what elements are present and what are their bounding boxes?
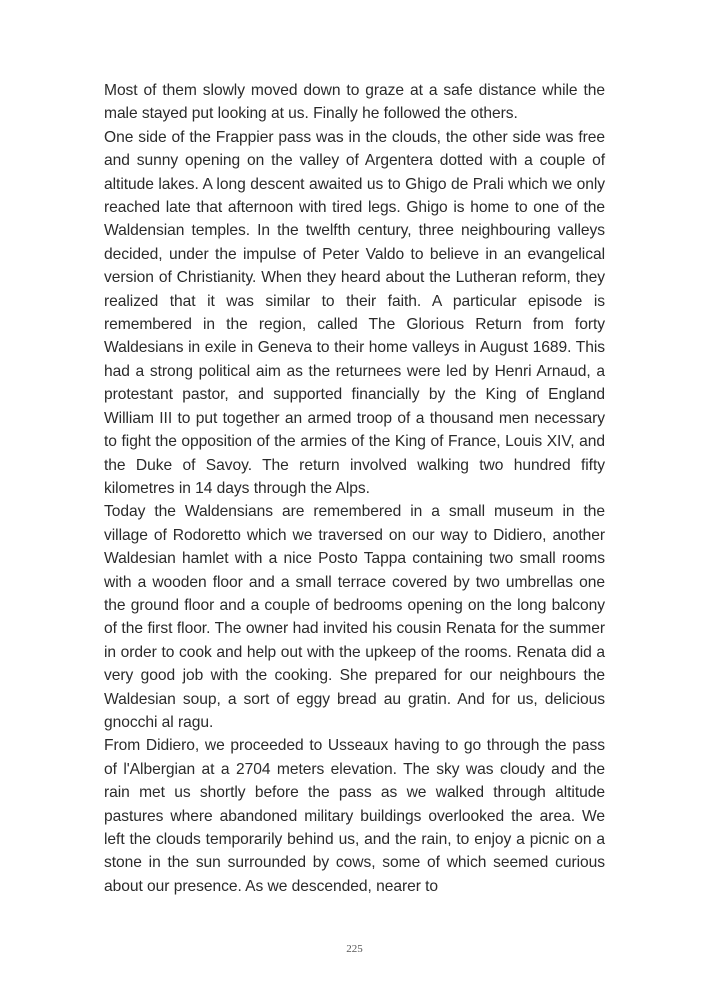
paragraph-3: Today the Waldensians are remembered in a small museum in the village of Rodoretto which we traversed on our way to Didiero, another Waldesian hamlet with a nice Posto Tappa containing two small rooms with a wooden floor and a small terrace covered by two umbrellas one the ground floor and a couple of bedrooms opening on the long balcony of the first floor. The owner had invited his cousin Renata for the summer in order to cook and help out with the upkeep of the rooms. Renata did a very good job with the cooking. She prepared for our neighbours the Waldesian soup, a sort of eggy bread au gratin. And for us, delicious gnocchi al ragu.: [104, 503, 605, 731]
page-number: 225: [346, 943, 363, 955]
paragraph-4: From Didiero, we proceeded to Usseaux having to go through the pass of l'Albergian at a 2704 meters elevation. The sky was cloudy and the rain met us shortly before the pass as we walked through altitude pastures where abandoned military buildings overlooked the area. We left the clouds temporarily behind us, and the rain, to enjoy a picnic on a stone in the sun surrounded by cows, some of which seemed curious about our presence. As we descended, nearer to: [104, 737, 605, 895]
paragraph-2: One side of the Frappier pass was in the clouds, the other side was free and sunny opening on the valley of Argentera dotted with a couple of altitude lakes. A long descent awaited us to Ghigo de Prali which we only reached late that afternoon with tired legs. Ghigo is home to one of the Waldensian temples. In the twelfth century, three neighbouring valleys decided, under the impulse of Peter Valdo to believe in an evangelical version of Christianity. When they heard about the Lutheran reform, they realized that it was similar to their faith. A particular episode is remembered in the region, called The Glorious Return from forty Waldesians in exile in Geneva to their home valleys in August 1689. This had a strong political aim as the returnees were led by Henri Arnaud, a protestant pastor, and supported financially by the King of England William III to put together an armed troop of a thousand men necessary to fight the opposition of the armies of the King of France, Louis XIV, and the Duke of Savoy. The return involved walking two hundred fifty kilometres in 14 days through the Alps.: [104, 128, 605, 497]
body-text: [104, 79, 605, 898]
paragraph-1: Most of them slowly moved down to graze at a safe distance while the male stayed put looking at us. Finally he followed the others.: [104, 82, 605, 123]
